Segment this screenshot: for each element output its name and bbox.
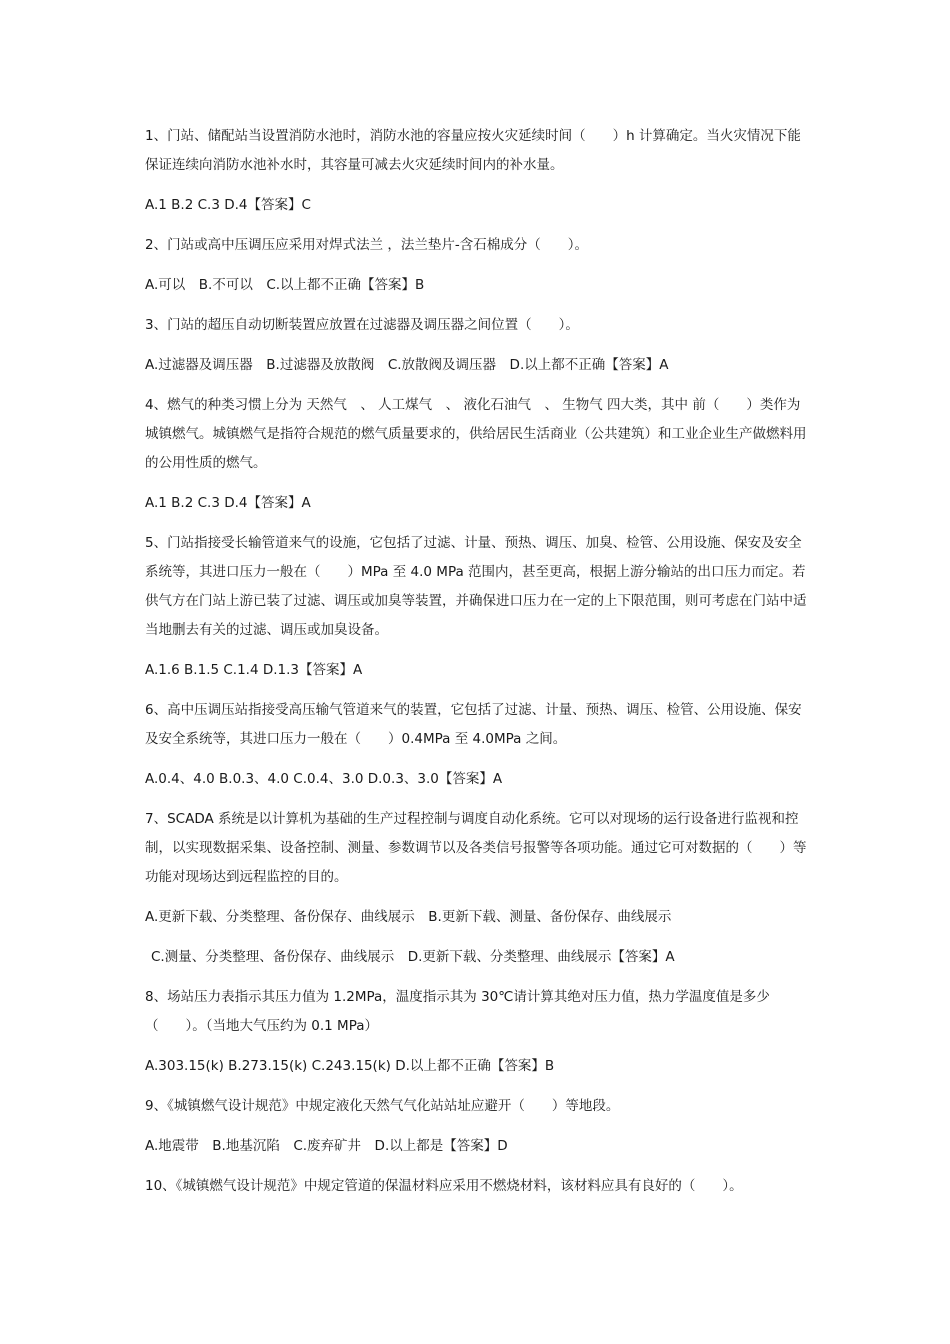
answer-options-4: A.1 B.2 C.3 D.4【答案】A [145,495,311,511]
answer-options-2: A.可以 B.不可以 C.以上都不正确【答案】B [145,277,425,293]
question-4: 4、燃气的种类习惯上分为 天然气 、 人工煤气 、 液化石油气 、 生物气 四大类，其中 前（ ）类作为城镇燃气。城镇燃气是指符合规范的燃气质量要求的，供给居民生活商业（公共建筑）和工业企业生产做燃料用的公用性质的燃气。 [145,397,807,471]
question-3: 3、门站的超压自动切断装置应放置在过滤器及调压器之间位置（ ）。 [145,317,579,333]
answer-options-5: A.1.6 B.1.5 C.1.4 D.1.3【答案】A [145,662,363,678]
question-8: 8、场站压力表指示其压力值为 1.2MPa，温度指示其为 30℃请计算其绝对压力值，热力学温度值是多少（ ）。（当地大气压约为 0.1 MPa） [145,989,770,1034]
answer-options-1: A.1 B.2 C.3 D.4【答案】C [145,197,311,213]
answer-options-7a: A.更新下载、分类整理、备份保存、曲线展示 B.更新下载、测量、备份保存、曲线展示 [145,909,672,925]
answer-options-7b: C.测量、分类整理、备份保存、曲线展示 D.更新下载、分类整理、曲线展示【答案】A [151,949,675,965]
question-6: 6、高中压调压站指接受高压输气管道来气的装置，它包括了过滤、计量、预热、调压、检管、公用设施、保安及安全系统等，其进口压力一般在（ ）0.4MPa 至 4.0MPa 之间。 [145,702,802,747]
question-1: 1、门站、储配站当设置消防水池时，消防水池的容量应按火灾延续时间（ ）h 计算确定。当火灾情况下能保证连续向消防水池补水时，其容量可减去火灾延续时间内的补水量。 [145,128,801,173]
document-body [145,122,810,1212]
answer-options-9: A.地震带 B.地基沉陷 C.废弃矿井 D.以上都是【答案】D [145,1138,508,1154]
question-10: 10、《城镇燃气设计规范》中规定管道的保温材料应采用不燃烧材料，该材料应具有良好的（ ）。 [145,1178,743,1194]
question-9: 9、《城镇燃气设计规范》中规定液化天然气气化站站址应避开（ ）等地段。 [145,1098,620,1114]
answer-options-3: A.过滤器及调压器 B.过滤器及放散阀 C.放散阀及调压器 D.以上都不正确【答案】A [145,357,669,373]
question-7: 7、SCADA 系统是以计算机为基础的生产过程控制与调度自动化系统。它可以对现场的运行设备进行监视和控制，以实现数据采集、设备控制、测量、参数调节以及各类信号报警等各项功能。通过它可对数据的（ ）等功能对现场达到远程监控的目的。 [145,811,807,885]
answer-options-8: A.303.15(k) B.273.15(k) C.243.15(k) D.以上都不正确【答案】B [145,1058,555,1074]
question-2: 2、门站或高中压调压应采用对焊式法兰 ，法兰垫片-含石棉成分（ ）。 [145,237,589,253]
answer-options-6: A.0.4、4.0 B.0.3、4.0 C.0.4、3.0 D.0.3、3.0【答案】A [145,771,503,787]
question-5: 5、门站指接受长输管道来气的设施，它包括了过滤、计量、预热、调压、加臭、检管、公用设施、保安及安全系统等，其进口压力一般在（ ）MPa 至 4.0 MPa 范围内，甚至更高，根据上游分输站的出口压力而定。若供气方在门站上游已装了过滤、调压或加臭等装置，并确保进口压力在一定的上下限范围，则可考虑在门站中适当地删去有关的过滤、调压或加臭设备。 [145,535,807,638]
